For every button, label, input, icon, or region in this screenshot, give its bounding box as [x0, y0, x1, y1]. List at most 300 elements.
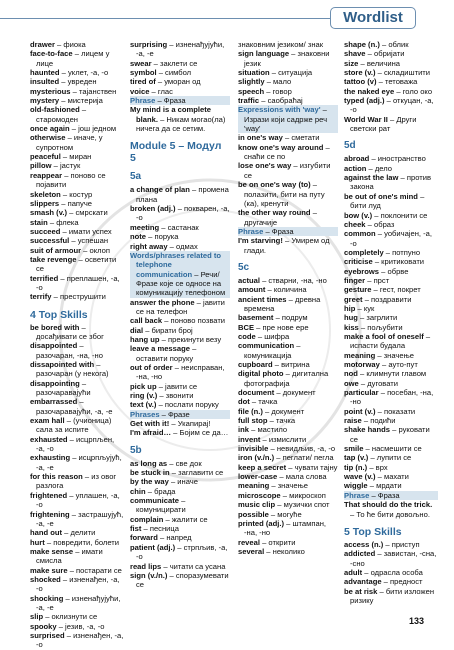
entry-separator: –: [51, 292, 60, 302]
entry-english: traffic: [238, 96, 260, 106]
entry-english: a change of plan: [130, 185, 190, 195]
wordlist-entry: [130, 185, 230, 204]
wordlist-entry: [30, 510, 124, 529]
entry-separator: –: [384, 96, 393, 106]
entry-english: by the way: [130, 477, 169, 487]
wordlist-entry: [238, 285, 338, 294]
wordlist-entry: [344, 587, 438, 606]
entry-english: reappear: [30, 170, 63, 180]
wordlist-entry: [30, 622, 124, 631]
entry-translation: Умирем од глади.: [244, 236, 330, 255]
wordlist-entry: [130, 391, 230, 400]
entry-translation: изненађен, -а, -о: [36, 574, 120, 594]
entry-english: amount: [238, 285, 266, 295]
wordlist-entry: [30, 161, 124, 170]
entry-translation: флека: [56, 217, 79, 227]
entry-english: mystery: [30, 96, 60, 106]
entry-translation: ауто-пут: [388, 360, 418, 369]
entry-translation: стварни, -на, -но: [268, 275, 327, 285]
entry-translation: лупити се: [376, 453, 412, 463]
entry-english: stain: [30, 217, 48, 227]
wordlist-entry: [30, 566, 124, 575]
entry-translation: мистерија: [67, 96, 103, 106]
wordlist-entry: [238, 40, 338, 49]
entry-separator: –: [69, 236, 78, 246]
entry-separator: –: [372, 210, 381, 220]
entry-translation: невидљив, -а, -о: [276, 444, 336, 454]
entry-translation: промена плана: [136, 185, 229, 204]
entry-english: slippers: [30, 198, 60, 208]
entry-separator: –: [156, 381, 166, 391]
wordlist-entry: [344, 472, 438, 481]
wordlist-entry: [344, 68, 438, 77]
wordlist-entry: [344, 388, 438, 407]
entry-translation: знаковни језик: [244, 49, 330, 68]
wordlist-entry: [130, 326, 230, 335]
entry-english: point (v.): [344, 406, 376, 416]
entry-english: full stop: [238, 416, 268, 426]
entry-separator: –: [70, 86, 79, 96]
entry-translation: заглавити се: [178, 468, 224, 478]
wordlist-entry: [238, 236, 338, 255]
entry-separator: –: [358, 378, 368, 388]
entry-separator: –: [320, 105, 327, 115]
wordlist-entry: [130, 59, 230, 68]
wordlist-entry: [30, 292, 124, 301]
entry-translation: покварен, -а, -о: [136, 204, 230, 223]
entry-english: cupboard: [238, 360, 273, 369]
entry-separator: –: [263, 226, 272, 236]
entry-english: know one's way around: [238, 142, 324, 152]
wordlist-entry: [238, 453, 338, 462]
entry-english: That should do the trick.: [344, 500, 433, 510]
wordlist-entry: [130, 251, 230, 298]
entry-english: broken (adj.): [130, 204, 176, 214]
entry-translation: мастило: [257, 425, 288, 435]
entry-english: motorway: [344, 360, 380, 369]
entry-english: text (v.): [130, 400, 157, 410]
entry-separator: –: [379, 360, 389, 369]
entry-separator: –: [69, 124, 79, 134]
entry-english: pillow: [30, 161, 52, 171]
entry-translation: мала слова: [285, 472, 327, 482]
entry-separator: –: [67, 434, 77, 444]
entry-translation: поново се појавити: [36, 170, 106, 190]
entry-translation: повредити, болети: [53, 537, 120, 547]
wordlist-entry: [130, 77, 230, 86]
entry-separator: –: [178, 496, 186, 506]
entry-english: owe: [344, 378, 359, 388]
entry-separator: –: [167, 570, 176, 580]
entry-separator: –: [362, 294, 372, 304]
entry-translation: изненађен, -а, -о: [36, 630, 124, 650]
entry-english: otherwise: [30, 133, 66, 143]
entry-english: meeting: [130, 222, 160, 232]
entry-separator: –: [79, 378, 87, 388]
entry-separator: –: [159, 334, 168, 344]
entry-translation: измислити: [268, 434, 307, 444]
entry-translation: значење: [383, 350, 414, 360]
entry-english: hip: [344, 303, 356, 313]
entry-english: be bored with: [30, 322, 80, 332]
entry-english: bow (v.): [344, 210, 373, 220]
entry-separator: –: [267, 416, 276, 426]
entry-english: fist: [130, 524, 142, 534]
entry-separator: –: [323, 142, 330, 152]
entry-translation: уморан од: [164, 77, 201, 87]
entry-translation: оклизнути се: [51, 612, 98, 622]
entry-translation: значење: [277, 481, 308, 491]
wordlist-entry: [238, 444, 338, 453]
entry-translation: полазити, бити на путу (ка), кренути: [244, 189, 325, 208]
entry-separator: –: [76, 254, 85, 264]
entry-translation: Фразе: [168, 409, 190, 419]
wordlist-entry: [130, 477, 230, 486]
entry-english: face-to-face: [30, 49, 73, 59]
entry-english: file (n.): [238, 406, 263, 416]
entry-translation: напред: [166, 533, 192, 543]
wordlist-entry: [30, 77, 124, 86]
entry-separator: –: [259, 537, 269, 547]
entry-translation: послати поруку: [164, 400, 219, 410]
wordlist-entry: [344, 568, 438, 577]
wordlist-entry: [30, 612, 124, 621]
wordlist-entry: [344, 248, 438, 257]
entry-separator: –: [365, 49, 374, 59]
wordlist-entry: [30, 491, 124, 510]
entry-translation: лицем у лице: [36, 49, 110, 68]
entry-translation: говор: [272, 86, 292, 96]
entry-english: the other way round: [238, 208, 311, 218]
entry-separator: –: [369, 154, 378, 164]
wordlist-entry: [238, 133, 338, 142]
entry-separator: –: [69, 509, 79, 519]
entry-english: Phrase: [238, 226, 264, 236]
entry-separator: –: [377, 586, 386, 596]
wordlist-entry: [344, 295, 438, 304]
entry-translation: костур: [69, 189, 93, 199]
wordlist-entry: [238, 463, 338, 472]
entry-separator: –: [358, 58, 367, 68]
entry-translation: испасти будала: [350, 341, 406, 351]
entry-english: abroad: [344, 154, 370, 164]
entry-english: call back: [130, 316, 163, 326]
wordlist-entry: [30, 547, 124, 566]
wordlist-entry: [130, 400, 230, 409]
entry-separator: –: [248, 425, 258, 435]
entry-translation: тетоважа: [384, 77, 418, 87]
entry-translation: пеглати/ пегла: [282, 453, 334, 463]
wordlist-entry: [30, 453, 124, 472]
entry-translation: изненађујући, -а, -е: [36, 593, 121, 612]
section-heading: 5a: [130, 171, 142, 183]
entry-translation: Речи/ Фразе које се односе на комуникацију телефоном: [136, 269, 226, 298]
entry-separator: –: [81, 245, 90, 255]
entry-translation: комуницирати: [136, 505, 186, 515]
entry-separator: –: [282, 236, 292, 246]
entry-english: speech: [238, 86, 265, 96]
entry-english: Get with it!: [130, 419, 170, 429]
entry-english: ink: [238, 425, 249, 435]
wordlist-entry: [238, 397, 338, 406]
entry-translation: чувати тајну: [294, 462, 338, 472]
entry-separator: –: [149, 86, 158, 96]
entry-english: make a fool of oneself: [344, 331, 424, 341]
entry-english: dot: [238, 397, 250, 407]
entry-separator: –: [371, 285, 380, 295]
entry-separator: –: [141, 524, 150, 534]
entry-translation: поклонити се: [380, 210, 428, 220]
wordlist-entry: [344, 220, 438, 229]
entry-translation: показати: [383, 406, 416, 416]
wordlist-entry: [344, 360, 438, 369]
entry-translation: мало: [273, 77, 292, 87]
entry-translation: постарати се: [76, 565, 122, 575]
page-number: 133: [408, 616, 424, 626]
entry-translation: музички спот: [283, 500, 330, 510]
wordlist-entry: [344, 211, 438, 220]
entry-english: dissapointed with: [30, 360, 95, 369]
entry-translation: врх: [375, 462, 388, 472]
wordlist-entry: [130, 410, 230, 419]
section-heading: 5b: [130, 444, 142, 456]
entry-english: disappointing: [30, 378, 80, 388]
entry-translation: Фраза: [377, 490, 400, 500]
entry-separator: –: [162, 316, 171, 326]
entry-english: hand out: [30, 528, 63, 538]
entry-english: access (n.): [344, 539, 384, 549]
entry-english: communication: [238, 341, 295, 351]
entry-english: slightly: [238, 77, 265, 87]
entry-translation: старомоден: [36, 114, 78, 124]
entry-separator: –: [273, 313, 282, 323]
wordlist-entry: [344, 369, 438, 378]
entry-english: completely: [344, 247, 384, 257]
entry-separator: –: [282, 133, 292, 143]
entry-english: BCE: [238, 322, 255, 332]
wordlist-entry: [344, 481, 438, 490]
entry-translation: против закона: [350, 173, 432, 192]
entry-english: criticise: [344, 257, 373, 267]
wordlist-entry: [238, 425, 338, 434]
entry-translation: стрпљив, -а, -о: [136, 542, 228, 562]
entry-separator: –: [361, 416, 371, 426]
entry-separator: –: [375, 68, 384, 78]
entry-translation: поново позвати: [170, 316, 226, 326]
wordlist-entry: [238, 472, 338, 481]
wordlist-entry: [238, 547, 338, 556]
wordlist-entry: [30, 68, 124, 77]
wordlist-entry: [130, 543, 230, 562]
entry-english: terrified: [30, 273, 59, 283]
entry-translation: глас: [157, 86, 173, 96]
wordlist-entry: [344, 323, 438, 332]
entry-english: wave (v.): [344, 472, 376, 482]
entry-separator: –: [286, 294, 295, 304]
entry-english: skeleton: [30, 189, 61, 199]
wordlist-entry: [30, 133, 124, 152]
entry-english: leave a message: [130, 344, 190, 354]
entry-translation: брада: [154, 486, 176, 496]
entry-separator: –: [157, 533, 167, 543]
entry-separator: –: [367, 481, 377, 491]
wordlist-entry: [344, 332, 438, 351]
entry-separator: –: [390, 425, 399, 435]
wordlist-entry: [344, 267, 438, 276]
entry-separator: –: [192, 269, 201, 279]
entry-separator: –: [62, 528, 71, 538]
entry-english: My mind is a complete blank.: [130, 105, 212, 124]
wordlist-entry: [130, 496, 230, 515]
entry-separator: –: [60, 152, 70, 162]
entry-translation: подрум: [281, 313, 308, 323]
wordlist-entry: [238, 538, 338, 547]
entry-translation: потпуно: [392, 247, 421, 257]
entry-english: digital photo: [238, 369, 284, 379]
entry-separator: –: [357, 313, 367, 323]
wordlist-entry: [130, 316, 230, 325]
entry-separator: –: [47, 217, 57, 227]
wordlist-entry: [30, 538, 124, 547]
entry-separator: –: [175, 204, 185, 214]
wordlist-entry: [344, 379, 438, 388]
entry-separator: –: [58, 273, 67, 283]
wordlist-entry: [238, 323, 338, 332]
entry-separator: –: [171, 428, 180, 438]
entry-separator: –: [143, 325, 152, 335]
section-heading: 5 Top Skills: [344, 525, 402, 538]
entry-english: chin: [130, 486, 146, 496]
entry-translation: предност: [390, 577, 423, 587]
wordlist-entry: [344, 115, 438, 134]
entry-english: smile: [344, 444, 364, 454]
wordlist-entry: [130, 344, 230, 363]
entry-translation: тачка: [275, 416, 296, 426]
wordlist-entry: [238, 500, 338, 509]
entry-separator: –: [73, 546, 82, 556]
entry-english: raise: [344, 416, 362, 426]
wordlist-entry: [130, 524, 230, 533]
entry-translation: Бојим се да…: [179, 428, 229, 438]
wordlist-entry: [344, 40, 438, 49]
entry-translation: преплашен, -а, -о: [36, 273, 120, 292]
entry-translation: снаћи се по: [244, 152, 286, 162]
section-heading: 4 Top Skills: [30, 308, 88, 321]
wordlist-entry: [30, 124, 124, 133]
entry-english: tired of: [130, 77, 156, 87]
entry-english: read lips: [130, 561, 162, 571]
entry-separator: –: [269, 481, 278, 491]
entry-separator: –: [51, 161, 60, 171]
entry-separator: –: [44, 537, 54, 547]
wordlist-entry: [30, 341, 124, 360]
entry-translation: штампан, -на, -но: [244, 518, 327, 538]
entry-english: size: [344, 58, 359, 68]
entry-separator: –: [59, 96, 68, 106]
wordlist-entry: [344, 229, 438, 248]
entry-english: tattoo (v): [344, 77, 377, 87]
wordlist-entry: [344, 304, 438, 313]
entry-translation: одмах: [176, 241, 198, 251]
header-bar: [0, 7, 454, 29]
entry-separator: –: [398, 173, 407, 183]
wordlist-entry: [130, 571, 230, 590]
entry-english: the naked eye: [344, 86, 395, 96]
entry-separator: –: [369, 490, 378, 500]
entry-separator: –: [62, 170, 71, 180]
entry-translation: успешан: [77, 236, 109, 246]
entry-separator: –: [82, 472, 92, 482]
entry-translation: сметати: [291, 133, 320, 143]
entry-english: printed (adj.): [238, 518, 284, 528]
wordlist-entry: [130, 68, 230, 77]
entry-separator: –: [167, 241, 177, 251]
entry-translation: тајанствен: [78, 86, 117, 96]
entry-separator: –: [151, 58, 160, 68]
wordlist-entry: [238, 295, 338, 314]
entry-separator: –: [283, 518, 293, 528]
entry-translation: исцрпљен, -а, -о: [36, 434, 115, 454]
wordlist-entry: [30, 575, 124, 594]
entry-translation: мрдати: [376, 481, 402, 491]
wordlist-entry: [344, 540, 438, 549]
entry-translation: читати са усана: [169, 561, 226, 571]
entry-english: kiss: [344, 322, 359, 332]
entry-translation: величина: [366, 58, 401, 68]
wordlist-entry: [130, 223, 230, 232]
wordlist-entry: [130, 419, 230, 428]
entry-english: situation: [238, 68, 270, 78]
entry-separator: –: [268, 509, 278, 519]
wordlist-entry: [344, 500, 438, 519]
entry-english: document: [238, 388, 275, 398]
entry-translation: исцрпљујућ, -а, -е: [36, 453, 122, 472]
entry-english: I'm starving!: [238, 236, 283, 246]
entry-english: slip: [30, 612, 44, 622]
entry-translation: бирати број: [151, 325, 193, 335]
wordlist-entry: [238, 481, 338, 490]
entry-separator: –: [275, 500, 284, 510]
entry-english: swear: [130, 58, 152, 68]
wordlist-entry: [130, 468, 230, 477]
entry-separator: –: [274, 453, 283, 463]
wordlist-entry: [344, 59, 438, 68]
entry-english: shape (n.): [344, 40, 380, 49]
wordlist-entry: [238, 276, 338, 285]
entry-english: World War II: [344, 114, 388, 124]
entry-separator: –: [159, 222, 168, 232]
entry-translation: документ: [271, 406, 305, 416]
entry-english: shocking: [30, 593, 64, 603]
entry-english: out of order: [130, 362, 173, 372]
entry-english: greet: [344, 294, 363, 304]
entry-english: exam hall: [30, 416, 65, 426]
entry-translation: комуникација: [244, 350, 292, 360]
entry-english: complain: [130, 514, 164, 524]
entry-translation: подићи: [370, 416, 396, 426]
wordlist-entry: [238, 369, 338, 388]
column-4: [344, 40, 438, 605]
column-2: [130, 40, 230, 590]
entry-translation: јастук: [59, 161, 81, 171]
wordlist-entry: [344, 257, 438, 266]
entry-english: ancient times: [238, 294, 287, 304]
wordlist-entry: [238, 208, 338, 227]
header-rule: [0, 18, 334, 19]
wordlist-entry: [30, 105, 124, 124]
entry-english: tap (v.): [344, 453, 369, 463]
entry-translation: звонити: [165, 391, 194, 400]
